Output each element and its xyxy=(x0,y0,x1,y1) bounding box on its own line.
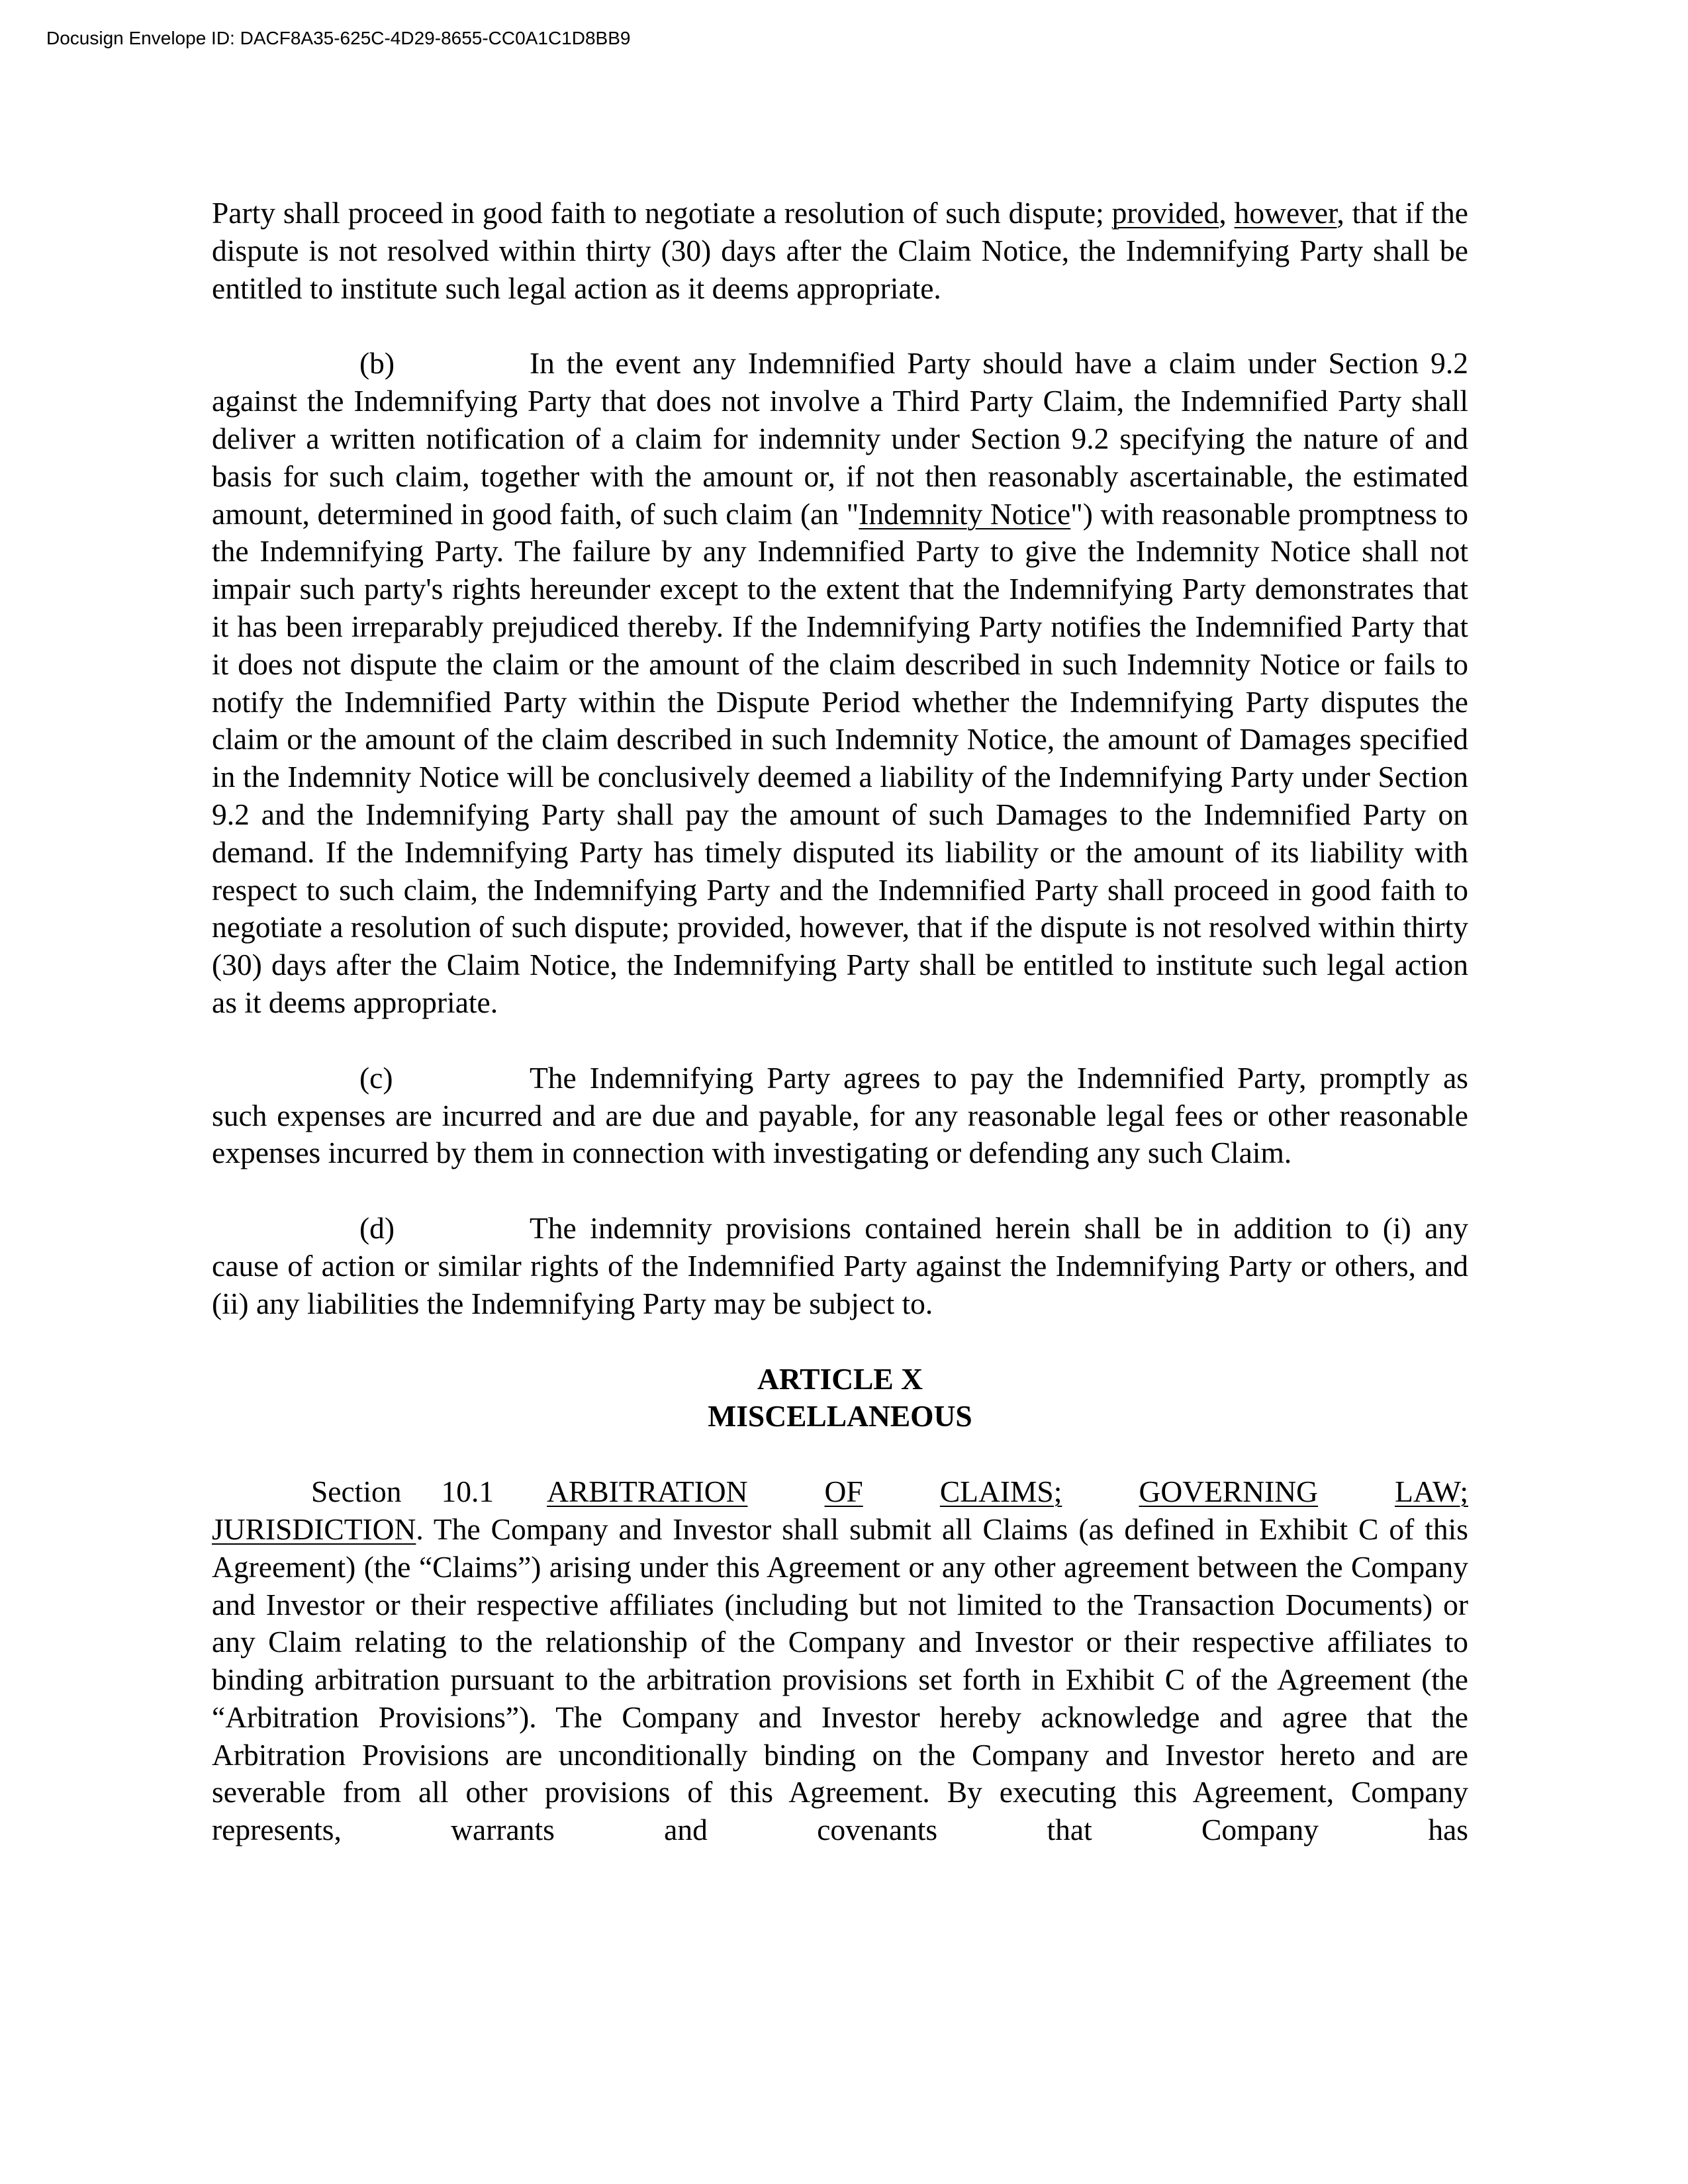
heading-word: ARBITRATION xyxy=(547,1475,748,1509)
paragraph-text: Party shall proceed in good faith to negotiate a resolution of such dispute; xyxy=(212,196,1112,230)
paragraph-d xyxy=(212,1210,1468,1322)
section-10-1-body xyxy=(212,1511,1468,1849)
indemnity-notice-term: Indemnity Notice xyxy=(859,496,1071,531)
provided-term: provided xyxy=(1111,196,1219,230)
paragraph-b-label: (b) xyxy=(359,346,395,381)
article-number: ARTICLE X xyxy=(757,1361,923,1396)
paragraph-text: . The Company and Investor shall submit all Claims (as defined in Exhibit C of this Agreement) (the “Claims”) arising under this Agreement or any other agreement between the Company and Investor or their respective affiliates (including but not limited to the Transaction Documents) or any Claim relating to the relationship of the Company and Investor or their respective affiliates to binding arbitration pursuant to the arbitration provisions set forth in Exhibit C of the Agreement (the “Arbitration Provisions”). The Company and Investor hereby acknowledge and agree that the Arbitration Provisions are unconditionally binding on the Company and Investor hereto and are severable from all other provisions of this Agreement. By executing this Agreement, Company represents, warrants and covenants that Company has xyxy=(212,1512,1468,1847)
section-number: 10.1 xyxy=(441,1475,494,1509)
heading-word: LAW; xyxy=(1395,1475,1468,1509)
heading-continued: JURISDICTION xyxy=(212,1512,416,1546)
paragraph-text: , xyxy=(1219,196,1235,230)
paragraph-text: The indemnity provisions contained herein shall be in addition to (i) any cause of action or similar rights of the Indemnified Party against the Indemnifying Party or others, and (ii) any liabilities the Indemnifying Party may be subject to. xyxy=(212,1211,1468,1320)
paragraph-c-label: (c) xyxy=(359,1060,393,1095)
section-10-1 xyxy=(212,1473,1468,1849)
article-heading xyxy=(212,1361,1468,1436)
paragraph-text: , that if the dispute is not resolved within thirty (30) days after the Claim Notice, the Indemnifying Party shall be entitled to institute such legal action as it deems appropriate. xyxy=(212,196,1468,305)
section-heading-line xyxy=(212,1473,1468,1511)
paragraph-text: The Indemnifying Party agrees to pay the Indemnified Party, promptly as such expenses are incurred and are due and payable, for any reasonable legal fees or other reasonable expenses incurred by them in connection with investigating or defending any such Claim. xyxy=(212,1060,1468,1170)
article-title: MISCELLANEOUS xyxy=(708,1399,972,1433)
docusign-envelope-id: Docusign Envelope ID: DACF8A35-625C-4D29-8655-CC0A1C1D8BB9 xyxy=(46,28,631,48)
heading-word: OF xyxy=(824,1475,863,1509)
however-term: however xyxy=(1234,196,1337,230)
paragraph-text: ") with reasonable promptness to the Indemnifying Party. The failure by any Indemnified Party to give the Indemnity Notice shall not impair such party's rights hereunder except to the extent that the Indemnifying Party demonstrates that it has been irreparably prejudiced thereby. If the Indemnifying Party notifies the Indemnified Party that it does not dispute the claim or the amount of the claim described in such Indemnity Notice or fails to notify the Indemnified Party within the Dispute Period whether the Indemnifying Party disputes the claim or the amount of the claim described in such Indemnity Notice, the amount of Damages specified in the Indemnity Notice will be conclusively deemed a liability of the Indemnifying Party under Section 9.2 and the Indemnifying Party shall pay the amount of such Damages to the Indemnified Party on demand. If the Indemnifying Party has timely disputed its liability or the amount of its liability with respect to such claim, the Indemnifying Party and the Indemnified Party shall proceed in good faith to negotiate a resolution of such dispute; provided, however, that if the dispute is not resolved within thirty (30) days after the Claim Notice, the Indemnifying Party shall be entitled to institute such legal action as it deems appropriate. xyxy=(212,496,1468,1019)
paragraph-d-label: (d) xyxy=(359,1211,395,1246)
section-word: Section xyxy=(311,1475,402,1509)
heading-word: CLAIMS; xyxy=(939,1475,1062,1509)
paragraph-b xyxy=(212,345,1468,1021)
paragraph-a-continuation xyxy=(212,195,1468,307)
section-heading-title xyxy=(547,1473,1468,1511)
paragraph-text: In the event any Indemnified Party should have a claim under Section 9.2 against the Indemnifying Party that does not involve a Third Party Claim, the Indemnified Party shall deliver a written notification of a claim for indemnity under Section 9.2 specifying the nature of and basis for such claim, together with the amount or, if not then reasonably ascertainable, the estimated amount, determined in good faith, of such claim (an " xyxy=(212,346,1468,531)
paragraph-c xyxy=(212,1060,1468,1172)
heading-word: GOVERNING xyxy=(1139,1475,1318,1509)
document-body xyxy=(212,195,1468,1849)
